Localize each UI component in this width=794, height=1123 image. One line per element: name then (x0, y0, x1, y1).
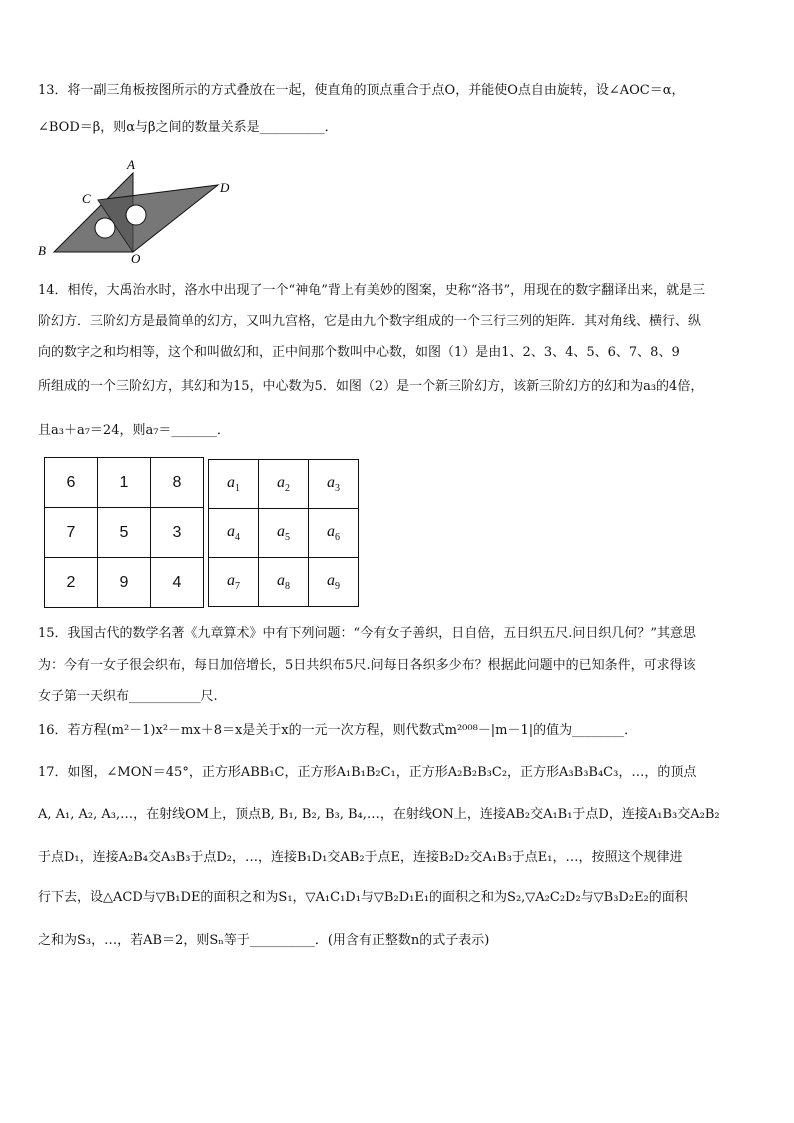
q16-line-1: 16．若方程(m²－1)x²－mx＋8＝x是关于x的一元一次方程，则代数式m²⁰⁰⁸－|m－1|的值为________． (38, 723, 638, 738)
circle-hole-left (95, 218, 115, 238)
q14-line-2: 阶幻方．三阶幻方是最简单的幻方，又叫九宫格，它是由九个数字组成的一个三行三列的矩阵．其对角线、横行、纵 (38, 314, 702, 329)
grid2-cell: $a_8$ (259, 558, 309, 607)
grid1-cell: 6 (45, 458, 98, 508)
circle-hole-right (126, 205, 146, 225)
label-o: O (131, 251, 141, 265)
q17-line-3: 于点D₁，连接A₂B₄交A₃B₃于点D₂，…，连接B₁D₁交AB₂于点E，连接B₂D₂交A₁B₃于点E₁，…，按照这个规律进 (38, 850, 683, 865)
grid2-cell: $a_6$ (309, 509, 359, 558)
q17-line-5: 之和为S₃，…，若AB＝2，则Sₙ等于__________．(用含有正整数n的式子表示) (38, 933, 490, 948)
grid1-cell: 1 (98, 458, 151, 508)
grid1-cell: 3 (151, 508, 204, 558)
q15-line-2: 为：今有一女子很会织布，每日加倍增长，5日共织布5尺.问每日各织多少布？根据此问题中的已知条件，可求得该 (38, 658, 696, 673)
grid2-cell: $a_9$ (309, 558, 359, 607)
label-b: B (38, 243, 46, 258)
grid2-cell: $a_4$ (209, 509, 259, 558)
q15-line-3: 女子第一天织布___________尺. (38, 689, 218, 704)
grid2-cell: $a_1$ (209, 460, 259, 509)
q14-line-1: 14．相传，大禹治水时，洛水中出现了一个“神龟”背上有美妙的图案，史称“洛书”，用现在的数字翻译出来，就是三 (38, 283, 706, 298)
q17-line-2: A, A₁, A₂, A₃,…，在射线OM上，顶点B, B₁, B₂, B₃, B₄,…，在射线ON上，连接AB₂交A₁B₁于点D，连接A₁B₃交A₂B₂ (38, 807, 720, 822)
q13-line-2: ∠BOD＝β，则α与β之间的数量关系是__________． (38, 120, 338, 135)
grid2-cell: $a_3$ (309, 460, 359, 509)
q13-triangle-diagram (30, 155, 270, 265)
magic-square-2 (208, 459, 359, 607)
grid2-cell: $a_2$ (259, 460, 309, 509)
grid1-cell: 8 (151, 458, 204, 508)
label-a: A (127, 157, 135, 172)
grid2-cell: $a_5$ (259, 509, 309, 558)
grid1-cell: 4 (151, 558, 204, 608)
label-d: D (220, 180, 230, 195)
label-c: C (82, 191, 91, 206)
q14-line-4: 所组成的一个三阶幻方，其幻和为15，中心数为5．如图（2）是一个新三阶幻方，该新三阶幻方的幻和为a₃的4倍， (38, 379, 704, 394)
q17-line-4: 行下去，设△ACD与▽B₁DE的面积之和为S₁，▽A₁C₁D₁与▽B₂D₁E₁的面积之和为S₂,▽A₂C₂D₂与▽B₃D₂E₂的面积 (38, 890, 688, 905)
q17-line-1: 17．如图，∠MON＝45°，正方形ABB₁C，正方形A₁B₁B₂C₁，正方形A₂B₂B₃C₂，正方形A₃B₃B₄C₃，…，的顶点 (38, 765, 697, 780)
q13-line-1: 13．将一副三角板按图所示的方式叠放在一起，使直角的顶点重合于点O，并能使O点自由旋转，设∠AOC＝α， (38, 83, 685, 98)
magic-square-1 (44, 457, 204, 608)
grid1-cell: 9 (98, 558, 151, 608)
grid1-cell: 7 (45, 508, 98, 558)
grid2-cell: $a_7$ (209, 558, 259, 607)
q14-line-5: 且a₃＋a₇＝24，则a₇＝_______． (38, 423, 230, 438)
grid1-cell: 5 (98, 508, 151, 558)
q14-line-3: 向的数字之和均相等，这个和叫做幻和，正中间那个数叫中心数，如图（1）是由1、2、3、4、5、6、7、8、9 (38, 345, 680, 360)
grid1-cell: 2 (45, 558, 98, 608)
q15-line-1: 15．我国古代的数学名著《九章算术》中有下列问题：“今有女子善织，日自倍，五日织五尺.问日织几何？”其意思 (38, 626, 696, 641)
